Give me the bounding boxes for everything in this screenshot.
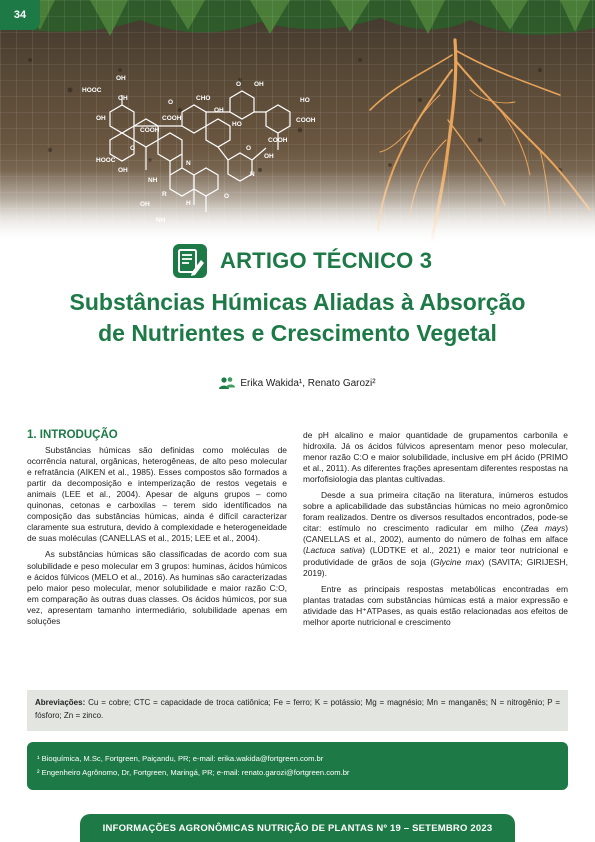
footer-banner: INFORMAÇÕES AGRONÔMICAS NUTRIÇÃO DE PLANTAS Nº 19 – SETEMBRO 2023 bbox=[80, 814, 515, 842]
people-icon bbox=[219, 376, 235, 390]
species-name: Glycine max bbox=[433, 556, 482, 567]
chem-label: O bbox=[130, 145, 136, 152]
chem-label: COOH bbox=[268, 137, 288, 144]
chem-label: O bbox=[246, 145, 252, 152]
header-image bbox=[0, 0, 595, 244]
paragraph: As substâncias húmicas são classificadas de acordo com sua solubilidade e peso molecular em 3 grupos: huminas, ácidos húmicos e ácidos fúlvicos (MELO et al., 2016). As huminas são caracterizadas pelo maior peso molecular, menor solubilidade e maior razão C:O, em comparação às outras duas classes. Os ácidos húmicos, por sua vez, apresentam tamanho intermediário, solubilidade apenas em soluções bbox=[27, 549, 287, 626]
affiliations-box bbox=[27, 742, 568, 790]
article-title bbox=[20, 287, 575, 349]
chem-label: COOH bbox=[140, 127, 160, 134]
left-column bbox=[27, 430, 287, 632]
chem-label: N bbox=[186, 160, 191, 167]
chem-label: COOH bbox=[162, 115, 182, 122]
authors-names: Erika Wakida¹, Renato Garozi² bbox=[240, 377, 376, 389]
title-line-1: Substâncias Húmicas Aliadas à Absorção bbox=[69, 289, 526, 315]
affiliation-2: ² Engenheiro Agrônomo, Dr, Fortgreen, Maringá, PR; e-mail: renato.garozi@fortgreen.com.br bbox=[37, 768, 350, 777]
article-tag-label: ARTIGO TÉCNICO 3 bbox=[220, 248, 433, 273]
chem-label: OH bbox=[264, 153, 274, 160]
species-name: Lactuca sativa bbox=[305, 545, 363, 556]
chem-label: HOOC bbox=[82, 87, 102, 94]
paragraph: Entre as principais respostas metabólicas encontradas em plantas tratadas com substâncias húmicas está a maior expressão e atividade das H⁺ATPases, as quais estão relacionadas aos efeitos de melhor aporte nutricional e crescimento bbox=[303, 583, 568, 627]
abbreviations-label: Abreviações: bbox=[35, 698, 86, 707]
chem-label: O bbox=[236, 81, 242, 88]
article-tag bbox=[170, 239, 440, 283]
chem-label: HO bbox=[300, 97, 310, 104]
species-name: Zea mays bbox=[523, 523, 566, 534]
document-pencil-icon bbox=[170, 241, 210, 281]
right-column bbox=[303, 430, 568, 633]
paragraph: de pH alcalino e maior quantidade de grupamentos carbonila e hidroxila. Já os ácidos fúlvicos apresentam menor peso molecular, menor razão C:O e maior solubilidade, inclusive em pH ácido (PRIMO et al., 2011). As diferentes frações apresentam diferentes respostas na morfofisiologia das plantas cultivadas. bbox=[303, 430, 568, 485]
chem-label: HOOC bbox=[96, 157, 116, 164]
affiliation-1: ¹ Bioquímica, M.Sc, Fortgreen, Paiçandu, PR; e-mail: erika.wakida@fortgreen.com.br bbox=[37, 754, 324, 763]
chem-label: CHO bbox=[196, 95, 211, 102]
chem-label: OH bbox=[116, 75, 126, 82]
chem-label: OH bbox=[96, 115, 106, 122]
paragraph: Desde a sua primeira citação na literatura, inúmeros estudos sobre a aplicabilidade das substâncias húmicas no meio agronômico foram realizados. Dentre os diversos resultados encontrados, pode-se citar: estímulo no crescimento radicular em milho (Zea mays) (CANELLAS et al., 2002), aumento do número de folhas em alface (Lactuca sativa) (LÜDTKE et al., 2021) e maior teor nutricional e produtividade de grãos de soja (Glycine max) (SAVITA; GIRIJESH, 2019). bbox=[303, 490, 569, 578]
paragraph: Substâncias húmicas são definidas como moléculas de ocorrência natural, orgânicas, heterogêneas, de alto peso molecular e refratância (AIKEN et al., 1985). Esses compostos são formados a partir da decomposição e intemperização de restos vegetais e animais (LEE et al., 2004). Apesar de alguns grupos – como quinonas, cetonas e carboxilas – terem sido identificados na composição das substâncias húmicas, ainda é difícil caracterizar claramente sua estrutura, devido à complexidade e heterogeneidade de suas moléculas (CANELLAS et al., 2015; LEE et al., 2004). bbox=[27, 445, 287, 544]
chem-label: O bbox=[168, 99, 174, 106]
page-number: 34 bbox=[0, 0, 40, 30]
section-heading: 1. INTRODUÇÃO bbox=[27, 429, 118, 441]
chem-label: OH bbox=[118, 95, 128, 102]
chem-label: HO bbox=[232, 121, 242, 128]
chem-label: OH bbox=[214, 107, 224, 114]
soil-root-illustration bbox=[0, 0, 595, 244]
authors-line bbox=[0, 376, 595, 390]
chem-label: COOH bbox=[296, 117, 316, 124]
abbreviations-box bbox=[27, 690, 568, 731]
chem-label: OH bbox=[254, 81, 264, 88]
abbreviations-text: Cu = cobre; CTC = capacidade de troca catiônica; Fe = ferro; K = potássio; Mg = magnésio; Mn = manganês; N = nitrogênio; P = fósforo; Zn = zinco. bbox=[35, 698, 560, 720]
title-line-2: de Nutrientes e Crescimento Vegetal bbox=[98, 320, 497, 346]
